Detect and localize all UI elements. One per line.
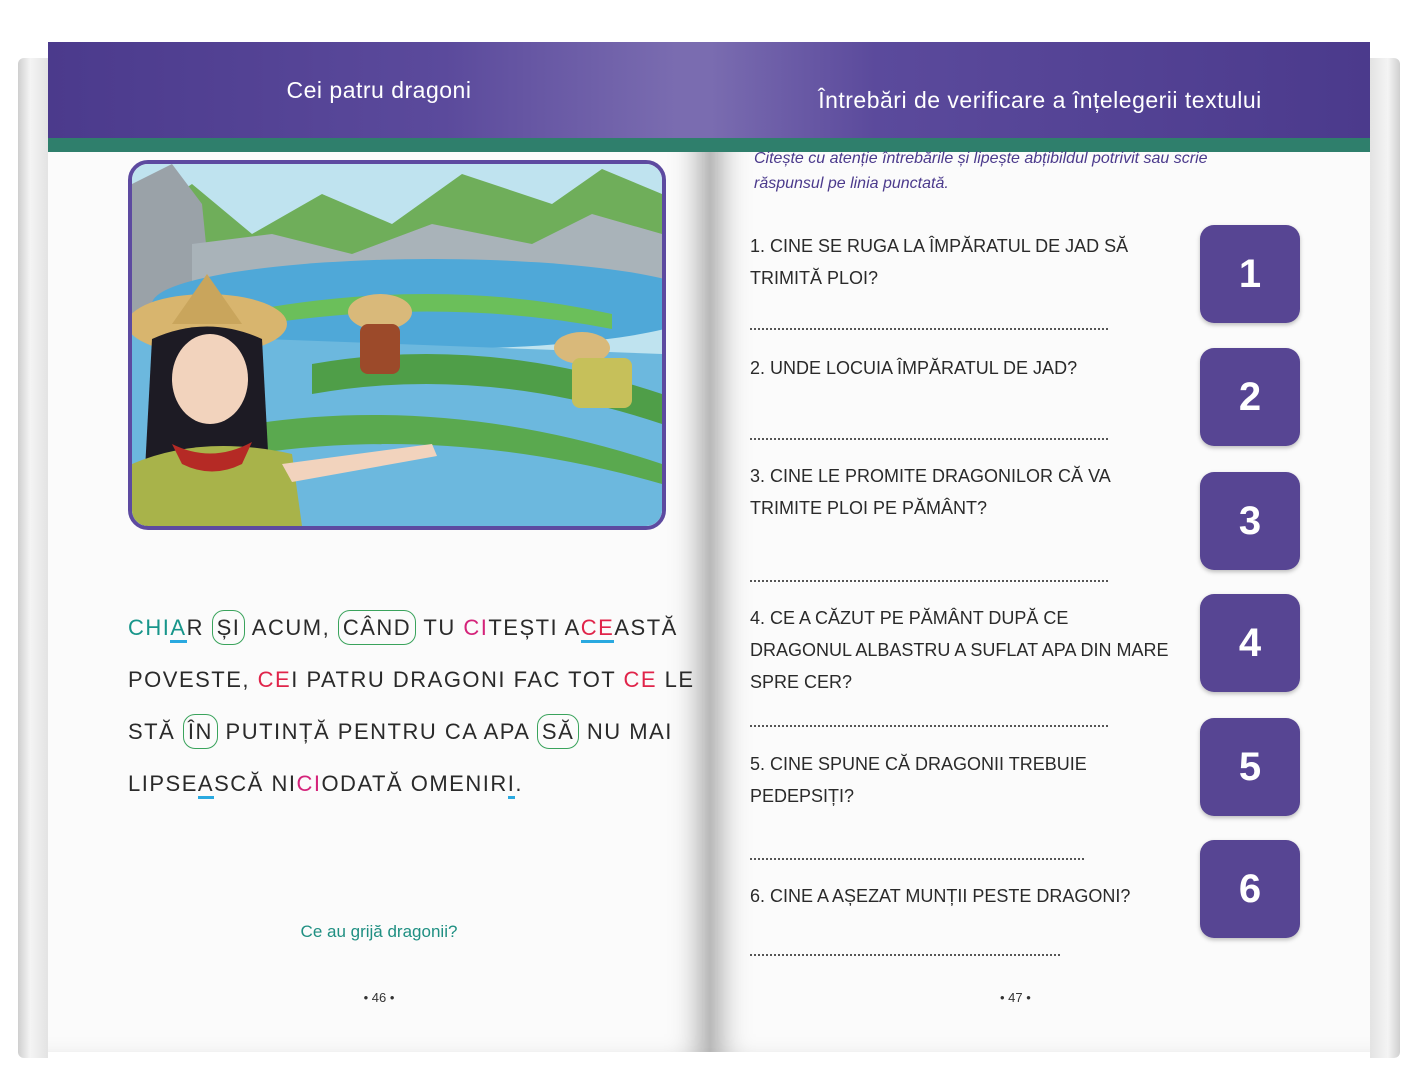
period: . [515, 771, 523, 796]
syllable-ni: NI [271, 771, 297, 796]
syllable-ce-2: CE [257, 667, 292, 692]
syllable-ci: CI [463, 615, 489, 640]
answer-line-3[interactable] [750, 580, 1108, 582]
answer-line-4[interactable] [750, 725, 1108, 727]
letter-a: A [564, 615, 581, 640]
syllable-sca: SCĂ [214, 771, 264, 796]
letter-r: R [186, 615, 204, 640]
answer-line-6[interactable] [750, 954, 1060, 956]
syllable-odata: ODATĂ [321, 771, 404, 796]
word-cand-boxed: CÂND [338, 610, 416, 645]
sticker-box-6[interactable]: 6 [1200, 840, 1300, 938]
word-si-boxed: ȘI [212, 610, 246, 645]
page-number-left: • 46 • [363, 990, 395, 1005]
phrase-patru-dragoni: I PATRU DRAGONI FAC TOT [291, 667, 616, 692]
reading-passage [128, 602, 695, 810]
question-3: 3. CINE LE PROMITE DRAGONILOR CĂ VA TRIMITE PLOI PE PĂMÂNT? [750, 466, 1110, 518]
letter-a2: A [614, 615, 631, 640]
syllable-ce: CE [581, 615, 615, 643]
syllable-ci-2: CI [296, 771, 322, 796]
word-sa-boxed: SĂ [537, 714, 579, 749]
syllable-omenir: OMENIR [410, 771, 508, 796]
vowel-a: A [170, 615, 186, 643]
open-book [18, 30, 1400, 1065]
sticker-box-2[interactable]: 2 [1200, 348, 1300, 446]
sticker-box-3[interactable]: 3 [1200, 472, 1300, 570]
book-edge-right [1370, 58, 1400, 1058]
sticker-box-5[interactable]: 5 [1200, 718, 1300, 816]
vowel-i: I [508, 771, 516, 799]
sticker-box-1[interactable]: 1 [1200, 225, 1300, 323]
phrase-putinta: PUTINȚĂ PENTRU CA APA [225, 719, 530, 744]
left-page-title: Cei patru dragoni [286, 76, 472, 103]
reading-line-2 [128, 654, 695, 706]
reading-line-1 [128, 602, 678, 654]
word-in-boxed: ÎN [183, 714, 218, 749]
left-page-header-band [48, 138, 710, 152]
vowel-a-2: A [198, 771, 214, 799]
answer-line-5[interactable] [750, 858, 1084, 860]
answer-line-1[interactable] [750, 328, 1108, 330]
word-le: LE [664, 667, 695, 692]
right-page-title: Întrebări de verificare a înțelegerii textului [818, 86, 1262, 113]
phrase-nu-mai: NU MAI [586, 719, 673, 744]
word-ce: CE [623, 667, 658, 692]
word-poveste: POVESTE, [128, 667, 251, 692]
story-illustration [128, 160, 666, 530]
syllable-chi: CHI [128, 615, 171, 640]
word-sta: STĂ [128, 719, 176, 744]
answer-line-2[interactable] [750, 438, 1108, 440]
word-tu: TU [423, 615, 456, 640]
book-edge-left [18, 58, 48, 1058]
question-1: 1. CINE SE RUGA LA ÎMPĂRATUL DE JAD SĂ TRIMITĂ PLOI? [750, 236, 1129, 288]
teal-question: Ce au grijă dragonii? [300, 922, 458, 941]
question-2: 2. UNDE LOCUIA ÎMPĂRATUL DE JAD? [750, 358, 1078, 378]
page-number-right: • 47 • [1000, 990, 1031, 1005]
word-acum: ACUM, [251, 615, 331, 640]
syllable-sta: STĂ [630, 615, 678, 640]
reading-line-3 [128, 706, 673, 758]
question-6: 6. CINE A AȘEZAT MUNȚII PESTE DRAGONI? [750, 886, 1131, 906]
word-testi: TEȘTI [488, 615, 559, 640]
right-page [710, 42, 1370, 1052]
question-5: 5. CINE SPUNE CĂ DRAGONII TREBUIE PEDEPSIȚI? [750, 754, 1087, 806]
reading-line-4 [128, 758, 668, 810]
syllable-lipse: LIPSE [128, 771, 198, 796]
question-4: 4. CE A CĂZUT PE PĂMÂNT DUPĂ CE DRAGONUL ALBASTRU A SUFLAT APA DIN MARE SPRE CER? [750, 608, 1169, 692]
left-page [48, 42, 710, 1052]
sticker-box-4[interactable]: 4 [1200, 594, 1300, 692]
instruction-text: Citește cu atenție întrebările și lipește abțibildul potrivit sau scrie răspunsul pe linia punctată. [754, 150, 1208, 192]
